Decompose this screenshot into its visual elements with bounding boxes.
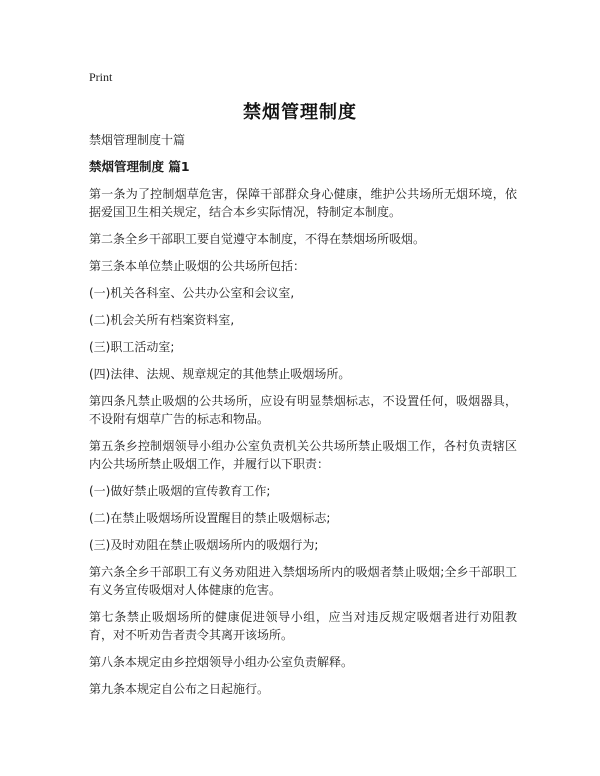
paragraph-article-8: 第八条本规定由乡控烟领导小组办公室负责解释。 (89, 655, 354, 669)
paragraph-article-6: 第六条全乡干部职工有义务劝阻进入禁烟场所内的吸烟者禁止吸烟;全乡干部职工有义务宣传吸烟对人体健康的危害。 (89, 565, 517, 597)
section-heading: 禁烟管理制度 篇1 (89, 159, 190, 174)
paragraph-article-1: 第一条为了控制烟草危害，保障干部群众身心健康，维护公共场所无烟环境，依据爱国卫生相关规定，结合本乡实际情况，特制定本制度。 (89, 187, 517, 219)
document-body (89, 131, 517, 707)
document-subtitle: 禁烟管理制度十篇 (89, 133, 186, 147)
paragraph-article-9: 第九条本规定自公布之日起施行。 (89, 682, 270, 696)
list-item-3-3: (三)职工活动室; (89, 340, 175, 354)
list-item-5-3: (三)及时劝阻在禁止吸烟场所内的吸烟行为; (89, 538, 319, 552)
paragraph-article-7: 第七条禁止吸烟场所的健康促进领导小组，应当对违反规定吸烟者进行劝阻教育，对不听劝告者责令其离开该场所。 (89, 610, 517, 642)
list-item-5-2: (二)在禁止吸烟场所设置醒目的禁止吸烟标志; (89, 511, 331, 525)
list-item-3-4: (四)法律、法规、规章规定的其他禁止吸烟场所。 (89, 367, 351, 381)
paragraph-article-4: 第四条凡禁止吸烟的公共场所，应设有明显禁烟标志，不设置任何，吸烟器具，不设附有烟草广告的标志和物品。 (89, 394, 517, 426)
paragraph-article-2: 第二条全乡干部职工要自觉遵守本制度，不得在禁烟场所吸烟。 (89, 232, 426, 246)
list-item-3-2: (二)机会关所有档案资料室, (89, 313, 235, 327)
document-title: 禁烟管理制度 (243, 102, 357, 123)
list-item-3-1: (一)机关各科室、公共办公室和会议室, (89, 286, 295, 300)
list-item-5-1: (一)做好禁止吸烟的宣传教育工作; (89, 484, 271, 498)
paragraph-article-3: 第三条本单位禁止吸烟的公共场所包括： (89, 259, 306, 273)
print-label: Print (89, 70, 113, 84)
paragraph-article-5: 第五条乡控制烟领导小组办公室负责机关公共场所禁止吸烟工作，各村负责辖区内公共场所禁止吸烟工作，并履行以下职责： (89, 439, 517, 471)
